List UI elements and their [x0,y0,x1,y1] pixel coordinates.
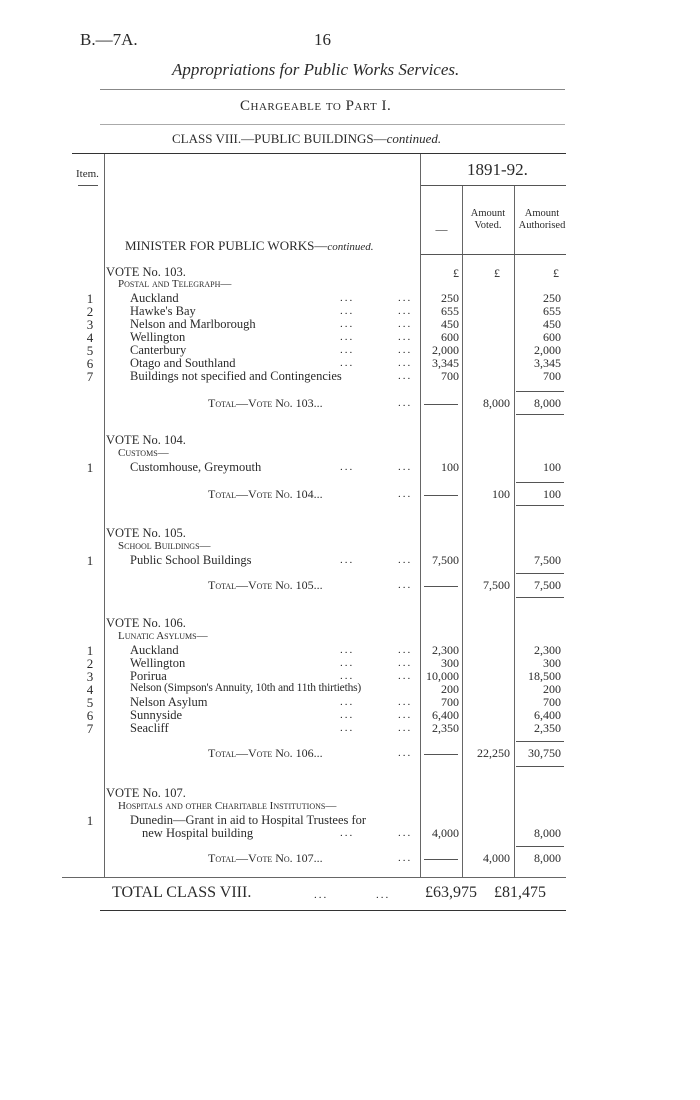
vote-total-authorised: 7,500 [534,578,561,592]
leader-dots: ... [398,747,413,759]
authorised-total-rule-bottom [516,766,564,767]
chargeable-heading: Chargeable to Part I. [240,98,392,114]
leader-dots: ... [398,722,413,734]
vote-total-authorised: 8,000 [534,851,561,865]
leader-dots: ... [398,852,413,864]
item-amount: 4,000 [432,826,459,840]
leader-dots: ... [398,579,413,591]
item-amount: 655 [441,304,459,318]
item-amount: 450 [441,317,459,331]
vote-heading: VOTE No. 106. [106,616,186,630]
minister-heading-continued: continued. [327,241,374,253]
vote-heading: VOTE No. 104. [106,433,186,447]
item-authorised: 450 [543,317,561,331]
item-authorised: 700 [543,369,561,383]
item-amount: 700 [441,695,459,709]
leader-dots: ... [340,554,355,566]
document-reference: B.—7A. [80,30,138,49]
authorised-header [514,208,570,232]
item-name-continued: new Hospital building [142,826,254,840]
leader-dots: ... [398,331,413,343]
currency-symbol: £ [494,266,500,280]
item-name: Porirua [130,669,167,683]
authorised-total-rule-top [516,391,564,392]
item-amount: 600 [441,330,459,344]
class-heading [172,131,441,147]
item-amount: 700 [441,369,459,383]
item-name: Sunnyside [130,708,183,722]
item-number: 3 [86,317,94,332]
item-name: Auckland [130,643,179,657]
leader-dots: ... [398,397,413,409]
total-dash [424,586,458,587]
total-dash [424,404,458,405]
item-authorised: 3,345 [534,356,561,370]
vote-total-authorised: 30,750 [528,746,561,760]
year-header: 1891-92. [467,160,528,179]
grand-total-rule-top [62,877,566,878]
leader-dots: ... [398,657,413,669]
vote-heading: VOTE No. 107. [106,786,186,800]
authorised-total-rule-top [516,846,564,847]
table-top-rule [72,153,566,154]
authorised-total-rule-top [516,741,564,742]
dash-column-header: — [435,222,448,236]
leader-dots: ... [340,722,355,734]
item-authorised: 8,000 [534,826,561,840]
year-header-rule [421,185,566,186]
item-number: 5 [86,695,94,710]
item-column-rule [104,154,105,878]
vote-total-voted: 8,000 [483,396,510,410]
page-title: Appropriations for Public Works Services. [172,60,460,79]
item-number: 1 [86,291,94,306]
leader-dots: ... [398,461,413,473]
item-number: 7 [86,721,94,736]
grand-total-authorised: £81,475 [494,884,546,901]
item-amount: 300 [441,656,459,670]
authorised-total-rule-bottom [516,505,564,506]
currency-symbol: £ [553,266,559,280]
item-name: Public School Buildings [130,553,252,567]
vote-total-voted: 22,250 [477,746,510,760]
item-number: 2 [86,304,94,319]
vote-heading: VOTE No. 103. [106,265,186,279]
leader-dots: ... [398,644,413,656]
item-authorised: 700 [543,695,561,709]
desc-column-rule [420,154,421,878]
leader-dots: ... [340,670,355,682]
item-name: Nelson and Marlborough [130,317,256,331]
item-amount: 3,345 [432,356,459,370]
vote-total-label: Total—Vote No. 106... [208,746,323,760]
leader-dots: ... [340,292,355,304]
authorised-total-rule-bottom [516,597,564,598]
item-name: Canterbury [130,343,187,357]
item-amount: 6,400 [432,708,459,722]
item-authorised: 2,300 [534,643,561,657]
item-header-rule [78,185,98,186]
item-number: 1 [86,813,94,828]
leader-dots: ... [398,488,413,500]
item-number: 6 [86,356,94,371]
grand-total-label: TOTAL CLASS VIII. [112,884,252,901]
item-amount: 200 [441,682,459,696]
leader-dots: ... [340,696,355,708]
vote-total-voted: 7,500 [483,578,510,592]
leader-dots: ... [398,292,413,304]
leader-dots: ... [340,644,355,656]
grand-total-rule-bottom [100,910,566,911]
item-number: 7 [86,369,94,384]
voted-header-line2: Voted. [474,220,502,231]
leader-dots: ... [340,357,355,369]
leader-dots: ... [398,305,413,317]
item-number: 1 [86,460,94,475]
item-amount: 2,350 [432,721,459,735]
item-name: Hawke's Bay [130,304,196,318]
voted-header-line1: Amount [470,208,506,219]
item-amount: 2,000 [432,343,459,357]
voted-header [462,208,514,232]
item-amount: 250 [441,291,459,305]
item-name: Otago and Southland [130,356,236,370]
authorised-total-rule-top [516,573,564,574]
authorised-total-rule-top [516,482,564,483]
leader-dots: ... [376,889,391,901]
minister-heading-main: MINISTER FOR PUBLIC WORKS— [125,238,328,253]
item-number: 1 [86,553,94,568]
leader-dots: ... [340,709,355,721]
leader-dots: ... [398,318,413,330]
leader-dots: ... [398,370,413,382]
item-name: Wellington [130,656,186,670]
item-name: Dunedin—Grant in aid to Hospital Trustees for [130,813,367,827]
item-amount: 7,500 [432,553,459,567]
vote-total-voted: 100 [492,487,510,501]
grand-total-voted: £63,975 [425,884,477,901]
item-number: 3 [86,669,94,684]
item-authorised: 18,500 [528,669,561,683]
leader-dots: ... [398,670,413,682]
leader-dots: ... [340,331,355,343]
item-name: Nelson (Simpson's Annuity, 10th and 11th thirtieths) [130,682,362,694]
chargeable-rule [100,124,565,125]
item-authorised: 7,500 [534,553,561,567]
item-authorised: 2,350 [534,721,561,735]
item-amount: 10,000 [426,669,459,683]
leader-dots: ... [398,554,413,566]
item-number: 4 [86,682,94,697]
voted-column-rule [514,186,515,878]
item-number: 5 [86,343,94,358]
item-amount: 100 [441,460,459,474]
total-dash [424,495,458,496]
vote-subheading: Customs— [118,447,169,459]
minister-heading [125,238,374,254]
vote-total-label: Total—Vote No. 105... [208,578,323,592]
item-name: Auckland [130,291,179,305]
vote-total-label: Total—Vote No. 107... [208,851,323,865]
vote-subheading: School Buildings— [118,540,211,552]
item-authorised: 6,400 [534,708,561,722]
item-authorised: 100 [543,460,561,474]
title-rule [100,89,565,90]
vote-total-authorised: 100 [543,487,561,501]
leader-dots: ... [340,344,355,356]
subheader-rule [421,254,566,255]
vote-total-label: Total—Vote No. 104... [208,487,323,501]
leader-dots: ... [398,696,413,708]
item-authorised: 600 [543,330,561,344]
item-authorised: 300 [543,656,561,670]
currency-symbol: £ [453,266,459,280]
item-name: Seacliff [130,721,169,735]
leader-dots: ... [398,709,413,721]
leader-dots: ... [340,305,355,317]
leader-dots: ... [340,318,355,330]
leader-dots: ... [314,889,329,901]
item-authorised: 250 [543,291,561,305]
page-number: 16 [314,30,331,49]
vote-total-voted: 4,000 [483,851,510,865]
item-column-header: Item. [76,168,99,180]
item-authorised: 655 [543,304,561,318]
total-dash [424,859,458,860]
class-heading-main: CLASS VIII.—PUBLIC BUILDINGS— [172,131,387,146]
item-number: 4 [86,330,94,345]
authorised-header-line2: Authorised [518,220,566,231]
item-authorised: 2,000 [534,343,561,357]
leader-dots: ... [340,657,355,669]
item-name: Nelson Asylum [130,695,208,709]
vote-total-authorised: 8,000 [534,396,561,410]
leader-dots: ... [398,357,413,369]
item-authorised: 200 [543,682,561,696]
leader-dots: ... [398,827,413,839]
leader-dots: ... [340,461,355,473]
vote-heading: VOTE No. 105. [106,526,186,540]
item-name: Buildings not specified and Contingencies [130,369,342,383]
item-amount: 2,300 [432,643,459,657]
item-name: Wellington [130,330,186,344]
authorised-total-rule-bottom [516,414,564,415]
leader-dots: ... [398,344,413,356]
total-dash [424,754,458,755]
item-number: 1 [86,643,94,658]
item-number: 6 [86,708,94,723]
amount-column-rule [462,186,463,878]
item-name: Customhouse, Greymouth [130,460,262,474]
vote-subheading: Postal and Telegraph— [118,278,232,290]
authorised-header-line1: Amount [524,208,560,219]
class-heading-continued: continued. [386,131,442,146]
leader-dots: ... [340,827,355,839]
item-number: 2 [86,656,94,671]
vote-subheading: Lunatic Asylums— [118,630,208,642]
vote-total-label: Total—Vote No. 103... [208,396,323,410]
vote-subheading: Hospitals and other Charitable Institutions— [118,800,337,812]
